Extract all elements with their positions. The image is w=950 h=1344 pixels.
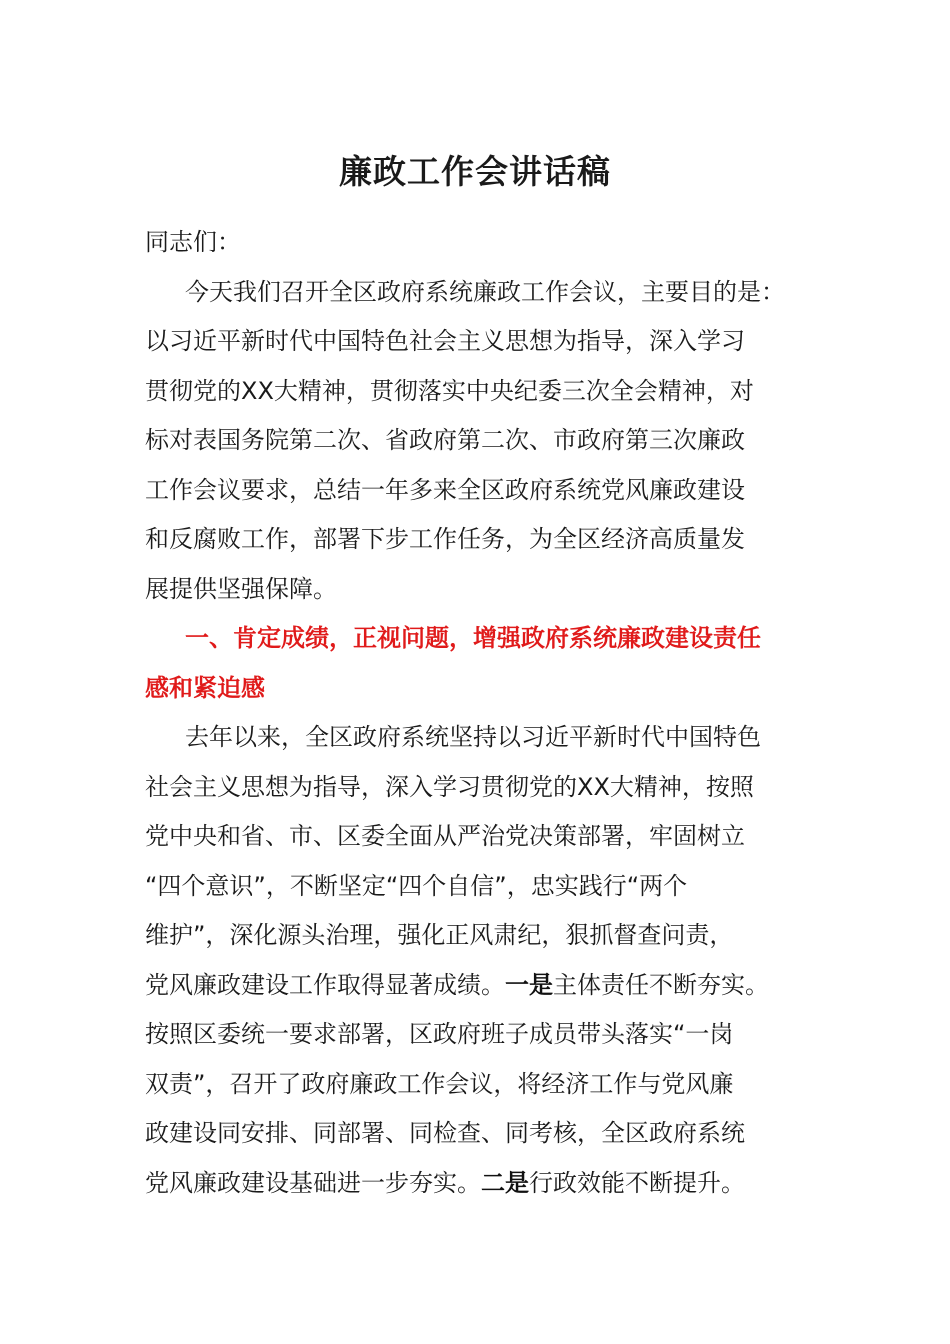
text-run: 党风廉政建设基础进一步夯实。 (145, 1168, 481, 1197)
paragraph-line: “四个意识”，不断坚定“四个自信”，忠实践行“两个 (145, 871, 688, 900)
paragraph-line: 按照区委统一要求部署，区政府班子成员带头落实“一岗 (145, 1020, 734, 1048)
salutation: 同志们： (145, 228, 241, 256)
paragraph-line: 党中央和省、市、区委全面从严治党决策部署，牢固树立 (145, 822, 745, 850)
intro-line: 今天我们召开全区政府系统廉政工作会议，主要目的是： (185, 277, 785, 306)
document-title: 廉政工作会讲话稿 (339, 152, 611, 191)
paragraph-line (145, 1159, 820, 1209)
emphasis-text: 二是 (481, 1168, 529, 1197)
emphasis-text: 一是 (505, 970, 553, 999)
intro-line: 和反腐败工作，部署下步工作任务，为全区经济高质量发 (145, 525, 745, 553)
paragraph-line: 政建设同安排、同部署、同检查、同考核，全区政府系统 (145, 1119, 745, 1147)
document-body (145, 218, 820, 1208)
intro-line: 贯彻党的XX大精神，贯彻落实中央纪委三次全会精神，对 (145, 376, 754, 405)
section-heading: 感和紧迫感 (145, 673, 265, 702)
text-run: 行政效能不断提升。 (529, 1168, 745, 1197)
paragraph-line: 社会主义思想为指导，深入学习贯彻党的XX大精神，按照 (145, 772, 754, 801)
intro-line: 标对表国务院第二次、省政府第二次、市政府第三次廉政 (145, 426, 745, 454)
paragraph-line: 双责”，召开了政府廉政工作会议，将经济工作与党风廉 (145, 1069, 734, 1098)
section-heading: 一、肯定成绩，正视问题，增强政府系统廉政建设责任 (185, 624, 761, 652)
paragraph-line: 维护”，深化源头治理，强化正风肃纪，狠抓督查问责， (145, 921, 734, 949)
intro-line: 工作会议要求，总结一年多来全区政府系统党风廉政建设 (145, 475, 745, 504)
intro-line: 以习近平新时代中国特色社会主义思想为指导，深入学习 (145, 327, 745, 355)
paragraph-line: 去年以来，全区政府系统坚持以习近平新时代中国特色 (185, 723, 761, 751)
text-run: 主体责任不断夯实。 (553, 970, 769, 999)
text-run: 党风廉政建设工作取得显著成绩。 (145, 970, 505, 999)
paragraph-line (145, 961, 820, 1011)
intro-line: 展提供坚强保障。 (145, 574, 337, 603)
